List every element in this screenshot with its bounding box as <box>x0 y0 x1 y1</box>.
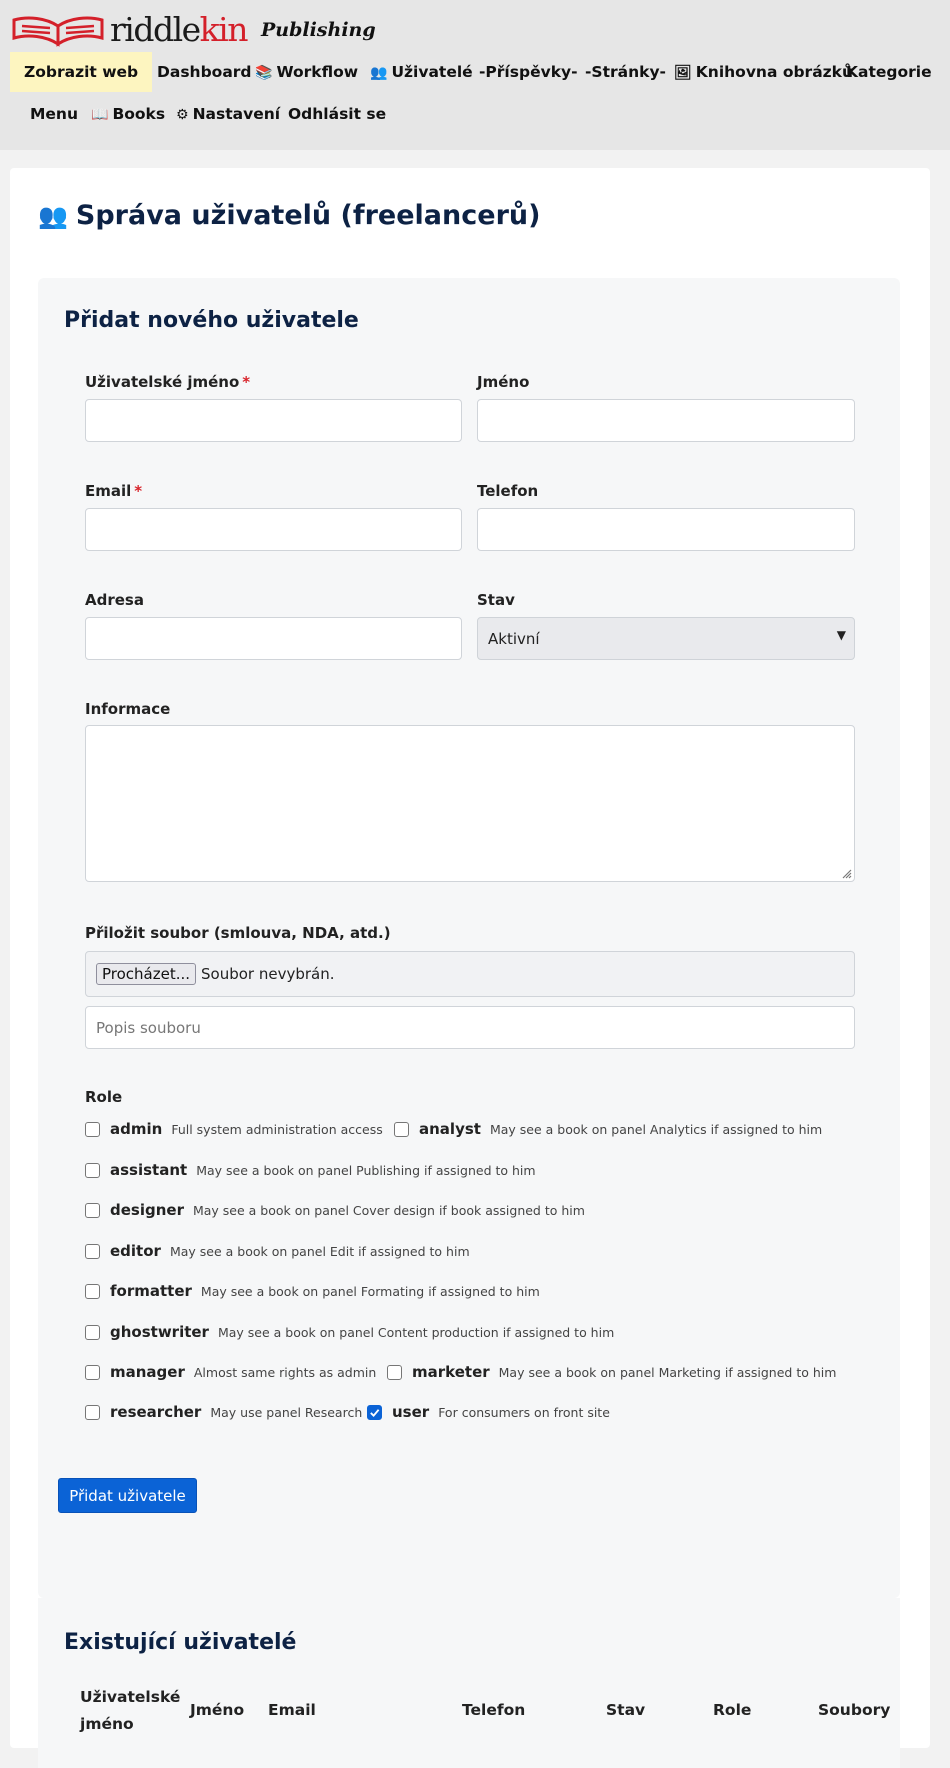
add-user-button[interactable]: Přidat uživatele <box>58 1478 197 1513</box>
role-option-analyst[interactable] <box>394 1120 822 1138</box>
role-description: May see a book on panel Analytics if assigned to him <box>489 1121 823 1137</box>
role-name: ghostwriter <box>110 1323 209 1341</box>
info-textarea[interactable] <box>85 725 855 882</box>
role-description: May see a book on panel Marketing if assigned to him <box>498 1364 837 1380</box>
nav-pages[interactable]: -Stránky- <box>585 63 666 81</box>
gear-icon: ⚙ <box>176 107 189 123</box>
open-book-logo-icon <box>12 14 104 46</box>
nav-image-library[interactable]: 🖼 Knihovna obrázků <box>674 63 854 81</box>
col-name[interactable]: Jméno <box>190 1701 245 1719</box>
role-description: May see a book on panel Edit if assigned to him <box>169 1243 470 1259</box>
col-email[interactable]: Email <box>268 1701 316 1719</box>
role-description: For consumers on front site <box>438 1404 610 1420</box>
username-input[interactable] <box>85 399 462 442</box>
role-checkbox-designer[interactable] <box>85 1203 100 1218</box>
col-username[interactable]: Uživatelské jméno <box>80 1688 181 1733</box>
role-name: editor <box>110 1242 161 1260</box>
role-option-marketer[interactable] <box>387 1363 836 1381</box>
role-description: May see a book on panel Cover design if book assigned to him <box>192 1202 585 1218</box>
role-checkbox-manager[interactable] <box>85 1365 100 1380</box>
role-option-editor[interactable] <box>85 1242 470 1260</box>
role-description: May use panel Research <box>210 1404 363 1420</box>
role-name: designer <box>110 1201 184 1219</box>
logo-wordmark: riddlekin <box>110 10 247 49</box>
col-files[interactable]: Soubory <box>818 1701 891 1719</box>
role-checkbox-analyst[interactable] <box>394 1122 409 1137</box>
role-name: marketer <box>412 1363 490 1381</box>
role-checkbox-admin[interactable] <box>85 1122 100 1137</box>
file-label: Přiložit soubor (smlouva, NDA, atd.) <box>85 924 391 942</box>
phone-label: Telefon <box>477 482 539 500</box>
email-label: Email * <box>85 482 143 500</box>
address-label: Adresa <box>85 591 144 609</box>
nav-posts[interactable]: -Příspěvky- <box>479 63 578 81</box>
role-checkbox-editor[interactable] <box>85 1244 100 1259</box>
col-phone[interactable]: Telefon <box>462 1701 526 1719</box>
role-name: researcher <box>110 1403 202 1421</box>
chevron-down-icon: ▼ <box>836 628 846 642</box>
status-label: Stav <box>477 591 515 609</box>
role-option-ghostwriter[interactable] <box>85 1323 614 1341</box>
nav-logout[interactable]: Odhlásit se <box>288 105 387 123</box>
email-input[interactable] <box>85 508 462 551</box>
role-option-designer[interactable] <box>85 1201 585 1219</box>
role-name: analyst <box>419 1120 481 1138</box>
admin-header <box>0 0 950 150</box>
nav-workflow[interactable]: 📚 Workflow <box>255 63 359 81</box>
role-description: May see a book on panel Publishing if assigned to him <box>196 1162 536 1178</box>
users-icon: 👥 <box>370 65 388 81</box>
role-description: May see a book on panel Formating if assigned to him <box>200 1283 540 1299</box>
resize-handle-icon[interactable] <box>840 867 852 879</box>
logo-publishing: Publishing <box>260 19 376 41</box>
phone-input[interactable] <box>477 508 855 551</box>
file-picker <box>85 951 855 997</box>
users-icon: 👥 <box>38 201 68 230</box>
nav-settings[interactable]: ⚙ Nastavení <box>176 105 281 123</box>
role-description: May see a book on panel Content production if assigned to him <box>217 1324 615 1340</box>
nav-users[interactable]: 👥 Uživatelé <box>370 63 473 81</box>
file-description-input[interactable] <box>85 1006 855 1049</box>
role-name: admin <box>110 1120 163 1138</box>
status-select[interactable]: Aktivní ▼ <box>477 617 855 660</box>
form-heading: Přidat nového uživatele <box>64 308 359 333</box>
role-name: manager <box>110 1363 185 1381</box>
roles-label: Role <box>85 1088 123 1106</box>
nav-view-site[interactable]: Zobrazit web <box>10 52 152 92</box>
nav-categories[interactable]: Kategorie <box>846 63 932 81</box>
col-role[interactable]: Role <box>713 1701 752 1719</box>
role-option-admin[interactable] <box>85 1120 383 1138</box>
check-icon <box>369 1407 380 1418</box>
role-description: Full system administration access <box>171 1121 383 1137</box>
info-label: Informace <box>85 700 171 718</box>
site-logo[interactable] <box>12 10 376 50</box>
file-status: Soubor nevybrán. <box>201 965 335 983</box>
col-status[interactable]: Stav <box>606 1701 646 1719</box>
nav-dashboard[interactable]: Dashboard <box>157 63 252 81</box>
nav-menu[interactable]: Menu <box>30 105 79 123</box>
role-name: assistant <box>110 1161 188 1179</box>
role-name: formatter <box>110 1282 192 1300</box>
existing-users-heading: Existující uživatelé <box>64 1630 297 1655</box>
role-checkbox-assistant[interactable] <box>85 1163 100 1178</box>
picture-icon: 🖼 <box>674 65 692 81</box>
role-checkbox-marketer[interactable] <box>387 1365 402 1380</box>
role-checkbox-researcher[interactable] <box>85 1405 100 1420</box>
name-label: Jméno <box>477 373 530 391</box>
name-input[interactable] <box>477 399 855 442</box>
role-checkbox-ghostwriter[interactable] <box>85 1325 100 1340</box>
role-option-researcher[interactable] <box>85 1403 362 1421</box>
existing-users-section <box>38 1598 900 1768</box>
role-option-user[interactable] <box>367 1403 610 1421</box>
role-checkbox-user[interactable] <box>367 1405 382 1420</box>
books-icon: 📚 <box>255 65 273 81</box>
open-book-icon: 📖 <box>91 107 109 123</box>
username-label: Uživatelské jméno * <box>85 373 251 391</box>
page-title: 👥 Správa uživatelů (freelancerů) <box>38 200 541 231</box>
browse-file-button[interactable]: Procházet... <box>96 963 196 985</box>
role-option-formatter[interactable] <box>85 1282 540 1300</box>
nav-books[interactable]: 📖 Books <box>91 105 166 123</box>
role-name: user <box>392 1403 430 1421</box>
role-description: Almost same rights as admin <box>193 1364 377 1380</box>
address-input[interactable] <box>85 617 462 660</box>
role-option-assistant[interactable] <box>85 1161 536 1179</box>
role-checkbox-formatter[interactable] <box>85 1284 100 1299</box>
role-option-manager[interactable] <box>85 1363 376 1381</box>
